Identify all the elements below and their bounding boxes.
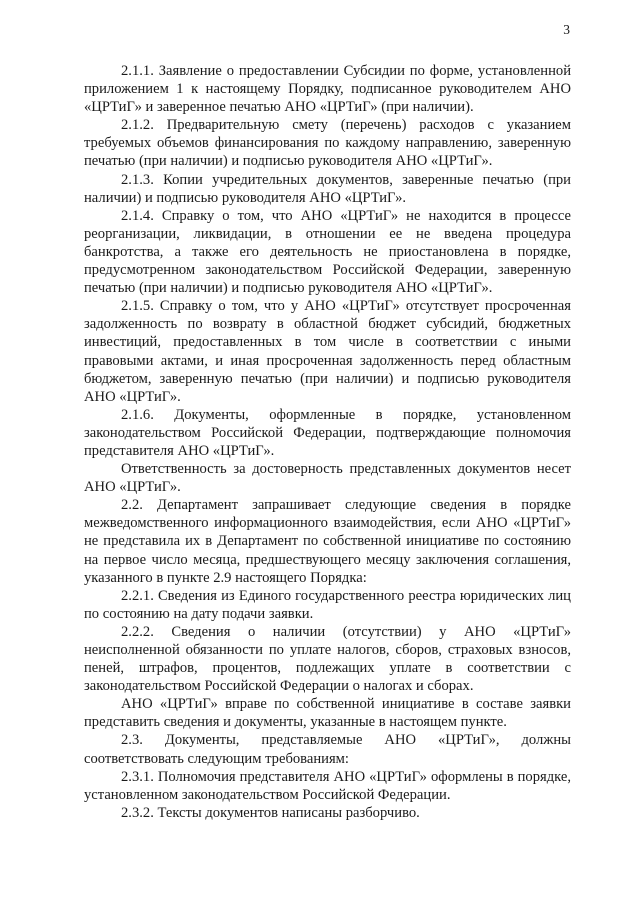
paragraph-2-1-1: 2.1.1. Заявление о предоставлении Субсидии по форме, установленной приложением 1 к настоящему Порядку, подписанное руководителем АНО «ЦРТиГ» и заверенное печатью АНО «ЦРТиГ» (при наличии). — [84, 63, 571, 116]
paragraph-2-2-2: 2.2.2. Сведения о наличии (отсутствии) у АНО «ЦРТиГ» неисполненной обязанности по уплате налогов, сборов, страховых взносов, пеней, штрафов, процентов, подлежащих уплате в соответствии с законодательством Российской Федерации о налогах и сборах. — [84, 623, 571, 695]
paragraph-own-initiative: АНО «ЦРТиГ» вправе по собственной инициативе в составе заявки представить сведения и документы, указанные в настоящем пункте. — [84, 696, 571, 731]
paragraph-2-3-2: 2.3.2. Тексты документов написаны разборчиво. — [121, 804, 420, 821]
paragraph-2-2: 2.2. Департамент запрашивает следующие сведения в порядке межведомственного информационного взаимодействия, если АНО «ЦРТиГ» не представила их в Департамент по собственной инициативе по состоянию на первое число месяца, предшествующего месяцу заключения соглашения, указанного в пункте 2.9 настоящего Порядка: — [84, 497, 571, 586]
page-number: 3 — [563, 22, 570, 37]
paragraph-2-2-1: 2.2.1. Сведения из Единого государственного реестра юридических лиц по состоянию на дату подачи заявки. — [84, 587, 571, 622]
paragraph-2-1-4: 2.1.4. Справку о том, что АНО «ЦРТиГ» не находится в процессе реорганизации, ликвидации, в отношении ее не введена процедура банкротства, а также его деятельность не приостановлена в порядке, предусмотренном законодательством Российской Федерации, заверенную печатью (при наличии) и подписью руководителя АНО «ЦРТиГ». — [84, 207, 571, 297]
paragraph-2-1-6: 2.1.6. Документы, оформленные в порядке, установленном законодательством Российской Федерации, подтверждающие полномочия представителя АНО «ЦРТиГ». — [84, 406, 571, 459]
paragraph-2-3-1: 2.3.1. Полномочия представителя АНО «ЦРТиГ» оформлены в порядке, установленном законодательством Российской Федерации. — [84, 768, 571, 803]
paragraph-2-1-2: 2.1.2. Предварительную смету (перечень) расходов с указанием требуемых объемов финансирования по каждому направлению, заверенную печатью (при наличии) и подписью руководителя АНО «ЦРТиГ». — [84, 117, 571, 170]
paragraph-responsibility: Ответственность за достоверность представленных документов несет АНО «ЦРТиГ». — [84, 461, 571, 496]
paragraph-2-1-5: 2.1.5. Справку о том, что у АНО «ЦРТиГ» отсутствует просроченная задолженность по возврату в областной бюджет субсидий, бюджетных инвестиций, предоставленных в том числе в соответствии с иными правовыми актами, и иная просроченная задолженность перед областным бюджетом, заверенную печатью (при наличии) и подписью руководителя АНО «ЦРТиГ». — [84, 298, 571, 405]
paragraph-2-1-3: 2.1.3. Копии учредительных документов, заверенные печатью (при наличии) и подписью руководителя АНО «ЦРТиГ». — [84, 171, 571, 206]
document-body — [84, 62, 571, 822]
paragraph-2-3: 2.3. Документы, представляемые АНО «ЦРТиГ», должны соответствовать следующим требованиям: — [84, 732, 571, 767]
